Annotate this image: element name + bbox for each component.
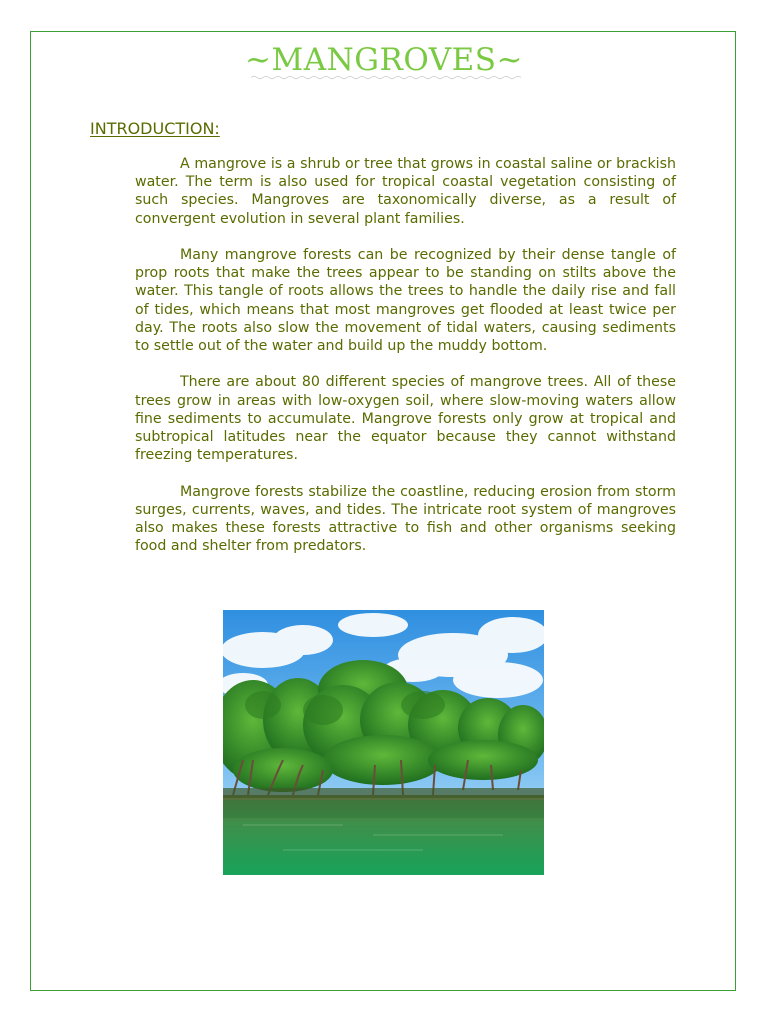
paragraph: A mangrove is a shrub or tree that grows in coastal saline or brackish water. The term is also used for tropical coastal vegetation consisting of such species. Mangroves are taxonomically diverse, as a result of convergent evolution in several plant families. [135,156,676,227]
paragraph: There are about 80 different species of mangrove trees. All of these trees grow in areas with low-oxygen soil, where slow-moving waters allow fine sediments to accumulate. Mangrove forests only grow at tropical and subtropical latitudes near the equator because they cannot withstand freezing temperatures. [135,374,676,464]
mangrove-photo-illustration [223,610,544,875]
mangrove-photo [223,610,544,875]
section-heading-introduction: INTRODUCTION: [90,119,220,138]
body-text [135,155,676,574]
paragraph: Mangrove forests stabilize the coastline, reducing erosion from storm surges, currents, waves, and tides. The intricate root system of mangroves also makes these forests attractive to fish and other organisms seeking food and shelter from predators. [135,483,676,555]
page-title: ~MANGROVES~ [245,42,523,78]
title-wavy-underline [251,75,521,80]
paragraph: Many mangrove forests can be recognized by their dense tangle of prop roots that make the trees appear to be standing on stilts above the water. This tangle of roots allows the trees to handle the daily rise and fall of tides, which means that most mangroves get flooded at least twice per day. The roots also slow the movement of tidal waters, causing sediments to settle out of the water and build up the muddy bottom. [135,247,676,355]
